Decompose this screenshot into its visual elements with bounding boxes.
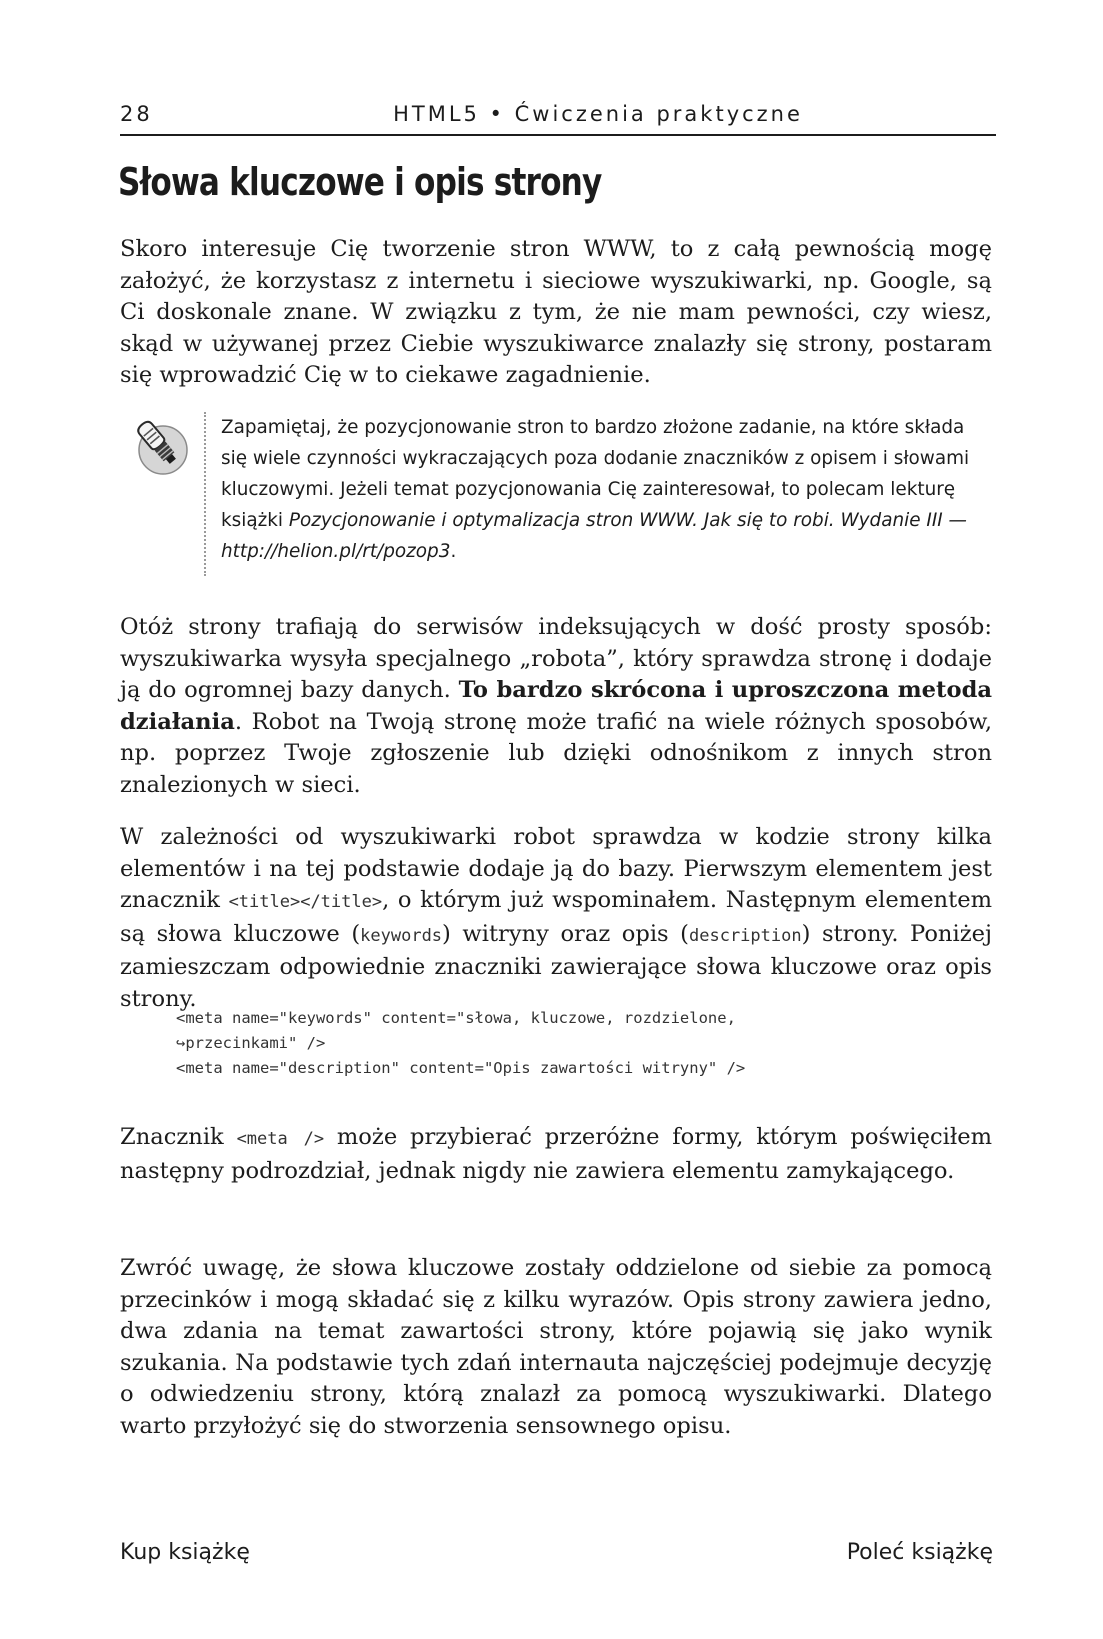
paragraph-intro: Skoro interesuje Cię tworzenie stron WWW, to z całą pewnością mogę założyć, że korzystasz z internetu i sieciowe wyszukiwarki, np. Google, są Ci doskonale znane. W związku z tym, że nie mam pewności, czy wiesz, skąd w używanej przez Ciebie wyszukiwarce znalazły się strony, postaram się wprowadzić Cię w to ciekawe zagadnienie. bbox=[120, 236, 992, 389]
inline-code-description: description bbox=[689, 925, 802, 946]
paragraph-text: . Robot na Twoją stronę może trafić na wiele różnych sposobów, np. poprzez Twoje zgłoszenie lub dzięki odnośnikom z innych stron znalezionych w sieci. bbox=[120, 708, 992, 798]
code-line: <meta name="keywords" content="słowa, kluczowe, rozdzielone, bbox=[176, 1009, 736, 1027]
section-title: Słowa kluczowe i opis strony bbox=[118, 160, 602, 204]
inline-code-title: <title></title> bbox=[228, 892, 383, 913]
tip-box bbox=[120, 412, 1000, 576]
paragraph-meta-elements bbox=[120, 822, 992, 1016]
buy-book-link[interactable]: Kup książkę bbox=[120, 1540, 250, 1565]
book-title: HTML5 • Ćwiczenia praktyczne bbox=[393, 102, 803, 126]
code-line: ↪przecinkami" /> bbox=[176, 1034, 326, 1052]
code-block bbox=[176, 1006, 745, 1081]
running-head bbox=[120, 100, 996, 136]
paragraph-keywords-note: Zwróć uwagę, że słowa kluczowe zostały oddzielone od siebie za pomocą przecinków i mogą składać się z kilku wyrazów. Opis strony zawiera jedno, dwa zdania na temat zawartości strony, które pojawią się jako wynik szukania. Na podstawie tych zdań internauta najczęściej podejmuje decyzję o odwiedzeniu strony, którą znalazł za pomocą wyszukiwarki. Dlatego warto przyłożyć się do stworzenia sensownego opisu. bbox=[120, 1255, 992, 1439]
paragraph-text: W zależności od wyszukiwarki robot sprawdza w kodzie strony kilka elementów i na tej podstawie dodaje ją do bazy. Pierwszym elementem jest znacznik bbox=[120, 824, 992, 914]
paragraph-text: , o którym już wspominałem. Następnym elementem są słowa kluczowe ( bbox=[120, 887, 992, 947]
paragraph-text: może przybierać przeróżne formy, którym poświęciłem następny podrozdział, jednak nigdy nie zawiera elementu zamykającego. bbox=[120, 1124, 992, 1184]
tip-text-after: . bbox=[450, 541, 457, 562]
paragraph-text: ) strony. Poniżej zamieszczam odpowiednie znaczniki zawierające słowa kluczowe oraz opis strony. bbox=[120, 920, 992, 1012]
paragraph-text: ) witryny oraz opis ( bbox=[442, 920, 689, 947]
tip-text bbox=[221, 412, 981, 567]
lightbulb-icon bbox=[130, 416, 188, 476]
bold-emphasis: To bardzo skrócona i uproszczona metoda działania bbox=[120, 677, 993, 735]
recommend-book-link[interactable]: Poleć książkę bbox=[846, 1540, 993, 1565]
book-reference: Pozycjonowanie i optymalizacja stron WWW. Jak się to robi. Wydanie III — http://helion.pl/rt/pozop3 bbox=[221, 510, 967, 562]
paragraph-robots bbox=[120, 612, 992, 802]
tip-text-before: Zapamiętaj, że pozycjonowanie stron to bardzo złożone zadanie, na które składa się wiele czynności wykraczających poza dodanie znaczników z opisem i słowami kluczowymi. Jeżeli temat pozycjonowania Cię zainteresował, to polecam lekturę książki bbox=[221, 417, 970, 531]
paragraph-text: Otóż strony trafiają do serwisów indeksujących w dość prosty sposób: wyszukiwarka wysyła specjalnego „robota”, który sprawdza stronę i dodaje ją do ogromnej bazy danych. bbox=[120, 614, 992, 704]
inline-code-meta: <meta /> bbox=[236, 1129, 325, 1149]
paragraph-text: Znacznik bbox=[120, 1124, 237, 1150]
tip-divider bbox=[204, 412, 206, 576]
paragraph-meta-tag bbox=[120, 1122, 992, 1187]
code-line: <meta name="description" content="Opis zawartości witryny" /> bbox=[176, 1059, 746, 1077]
inline-code-keywords: keywords bbox=[360, 925, 443, 946]
page-number: 28 bbox=[120, 102, 153, 126]
